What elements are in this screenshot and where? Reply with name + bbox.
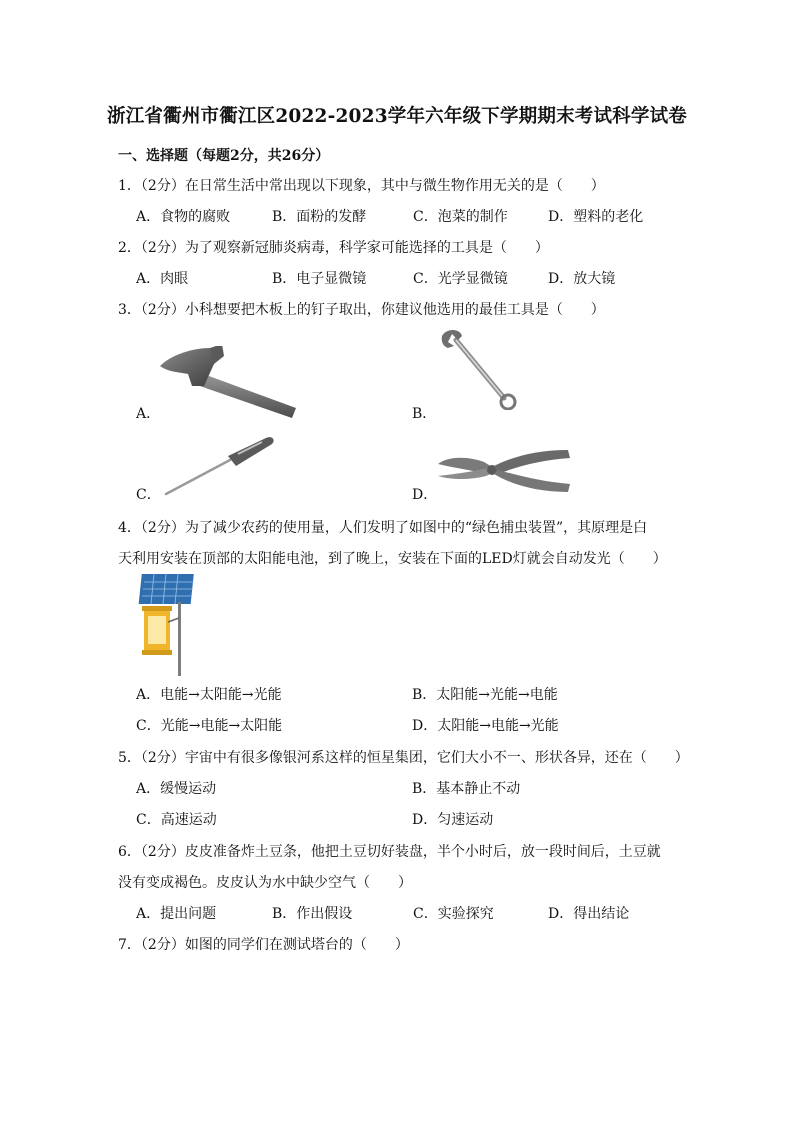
insect-trap-image xyxy=(138,572,202,676)
q1-option-c[interactable]: C．泡菜的制作 xyxy=(413,209,508,225)
question-4-stem-line1: 4．（2分）为了减少农药的使用量，人们发明了如图中的“绿色捕虫装置”，其原理是白 xyxy=(118,520,648,536)
q3-option-a[interactable]: A． xyxy=(136,406,161,422)
question-1-stem: 1．（2分）在日常生活中常出现以下现象，其中与微生物作用无关的是（ ） xyxy=(118,178,605,194)
q3-option-b[interactable]: B． xyxy=(412,406,437,422)
q4-option-d[interactable]: D．太阳能→电能→光能 xyxy=(412,718,559,734)
q6-option-c[interactable]: C．实验探究 xyxy=(413,906,494,922)
q1-option-a[interactable]: A．食物的腐败 xyxy=(136,209,231,225)
q6-option-b[interactable]: B．作出假设 xyxy=(272,906,353,922)
q1-option-d[interactable]: D．塑料的老化 xyxy=(548,209,644,225)
question-4-stem-line2: 天利用安装在顶部的太阳能电池，到了晚上，安装在下面的LED灯就会自动发光（ ） xyxy=(118,551,667,567)
section-heading: 一、选择题（每题2分，共26分） xyxy=(118,148,330,164)
pliers-image xyxy=(434,446,572,502)
question-7-stem: 7．（2分）如图的同学们在测试塔台的（ ） xyxy=(118,937,409,953)
wrench-image xyxy=(438,330,518,410)
q3-option-c[interactable]: C． xyxy=(136,487,161,503)
q6-option-a[interactable]: A．提出问题 xyxy=(136,906,217,922)
q6-option-d[interactable]: D．得出结论 xyxy=(548,906,630,922)
question-3-stem: 3．（2分）小科想要把木板上的钉子取出，你建议他选用的最佳工具是（ ） xyxy=(118,302,605,318)
question-5-stem: 5．（2分）宇宙中有很多像银河系这样的恒星集团，它们大小不一、形状各异，还在（ ） xyxy=(118,750,689,766)
q2-option-a[interactable]: A．肉眼 xyxy=(136,271,189,287)
page-title: 浙江省衢州市衢江区2022-2023学年六年级下学期期末考试科学试卷 xyxy=(107,106,687,127)
q2-option-b[interactable]: B．电子显微镜 xyxy=(272,271,367,287)
question-2-stem: 2．（2分）为了观察新冠肺炎病毒，科学家可能选择的工具是（ ） xyxy=(118,240,549,256)
screwdriver-image xyxy=(158,432,276,500)
q3-option-d[interactable]: D． xyxy=(412,487,438,503)
q1-option-b[interactable]: B．面粉的发酵 xyxy=(272,209,367,225)
q4-option-c[interactable]: C．光能→电能→太阳能 xyxy=(136,718,283,734)
q5-option-c[interactable]: C．高速运动 xyxy=(136,812,217,828)
hammer-image xyxy=(158,346,308,426)
q4-option-a[interactable]: A．电能→太阳能→光能 xyxy=(136,687,282,703)
question-6-stem-line1: 6．（2分）皮皮准备炸土豆条，他把土豆切好装盘，半个小时后，放一段时间后，土豆就 xyxy=(118,844,661,860)
q5-option-b[interactable]: B．基本静止不动 xyxy=(412,781,521,797)
question-6-stem-line2: 没有变成褐色。皮皮认为水中缺少空气（ ） xyxy=(118,875,412,891)
q4-option-b[interactable]: B．太阳能→光能→电能 xyxy=(412,687,558,703)
q2-option-c[interactable]: C．光学显微镜 xyxy=(413,271,508,287)
q5-option-a[interactable]: A．缓慢运动 xyxy=(136,781,217,797)
q2-option-d[interactable]: D．放大镜 xyxy=(548,271,616,287)
q5-option-d[interactable]: D．匀速运动 xyxy=(412,812,494,828)
